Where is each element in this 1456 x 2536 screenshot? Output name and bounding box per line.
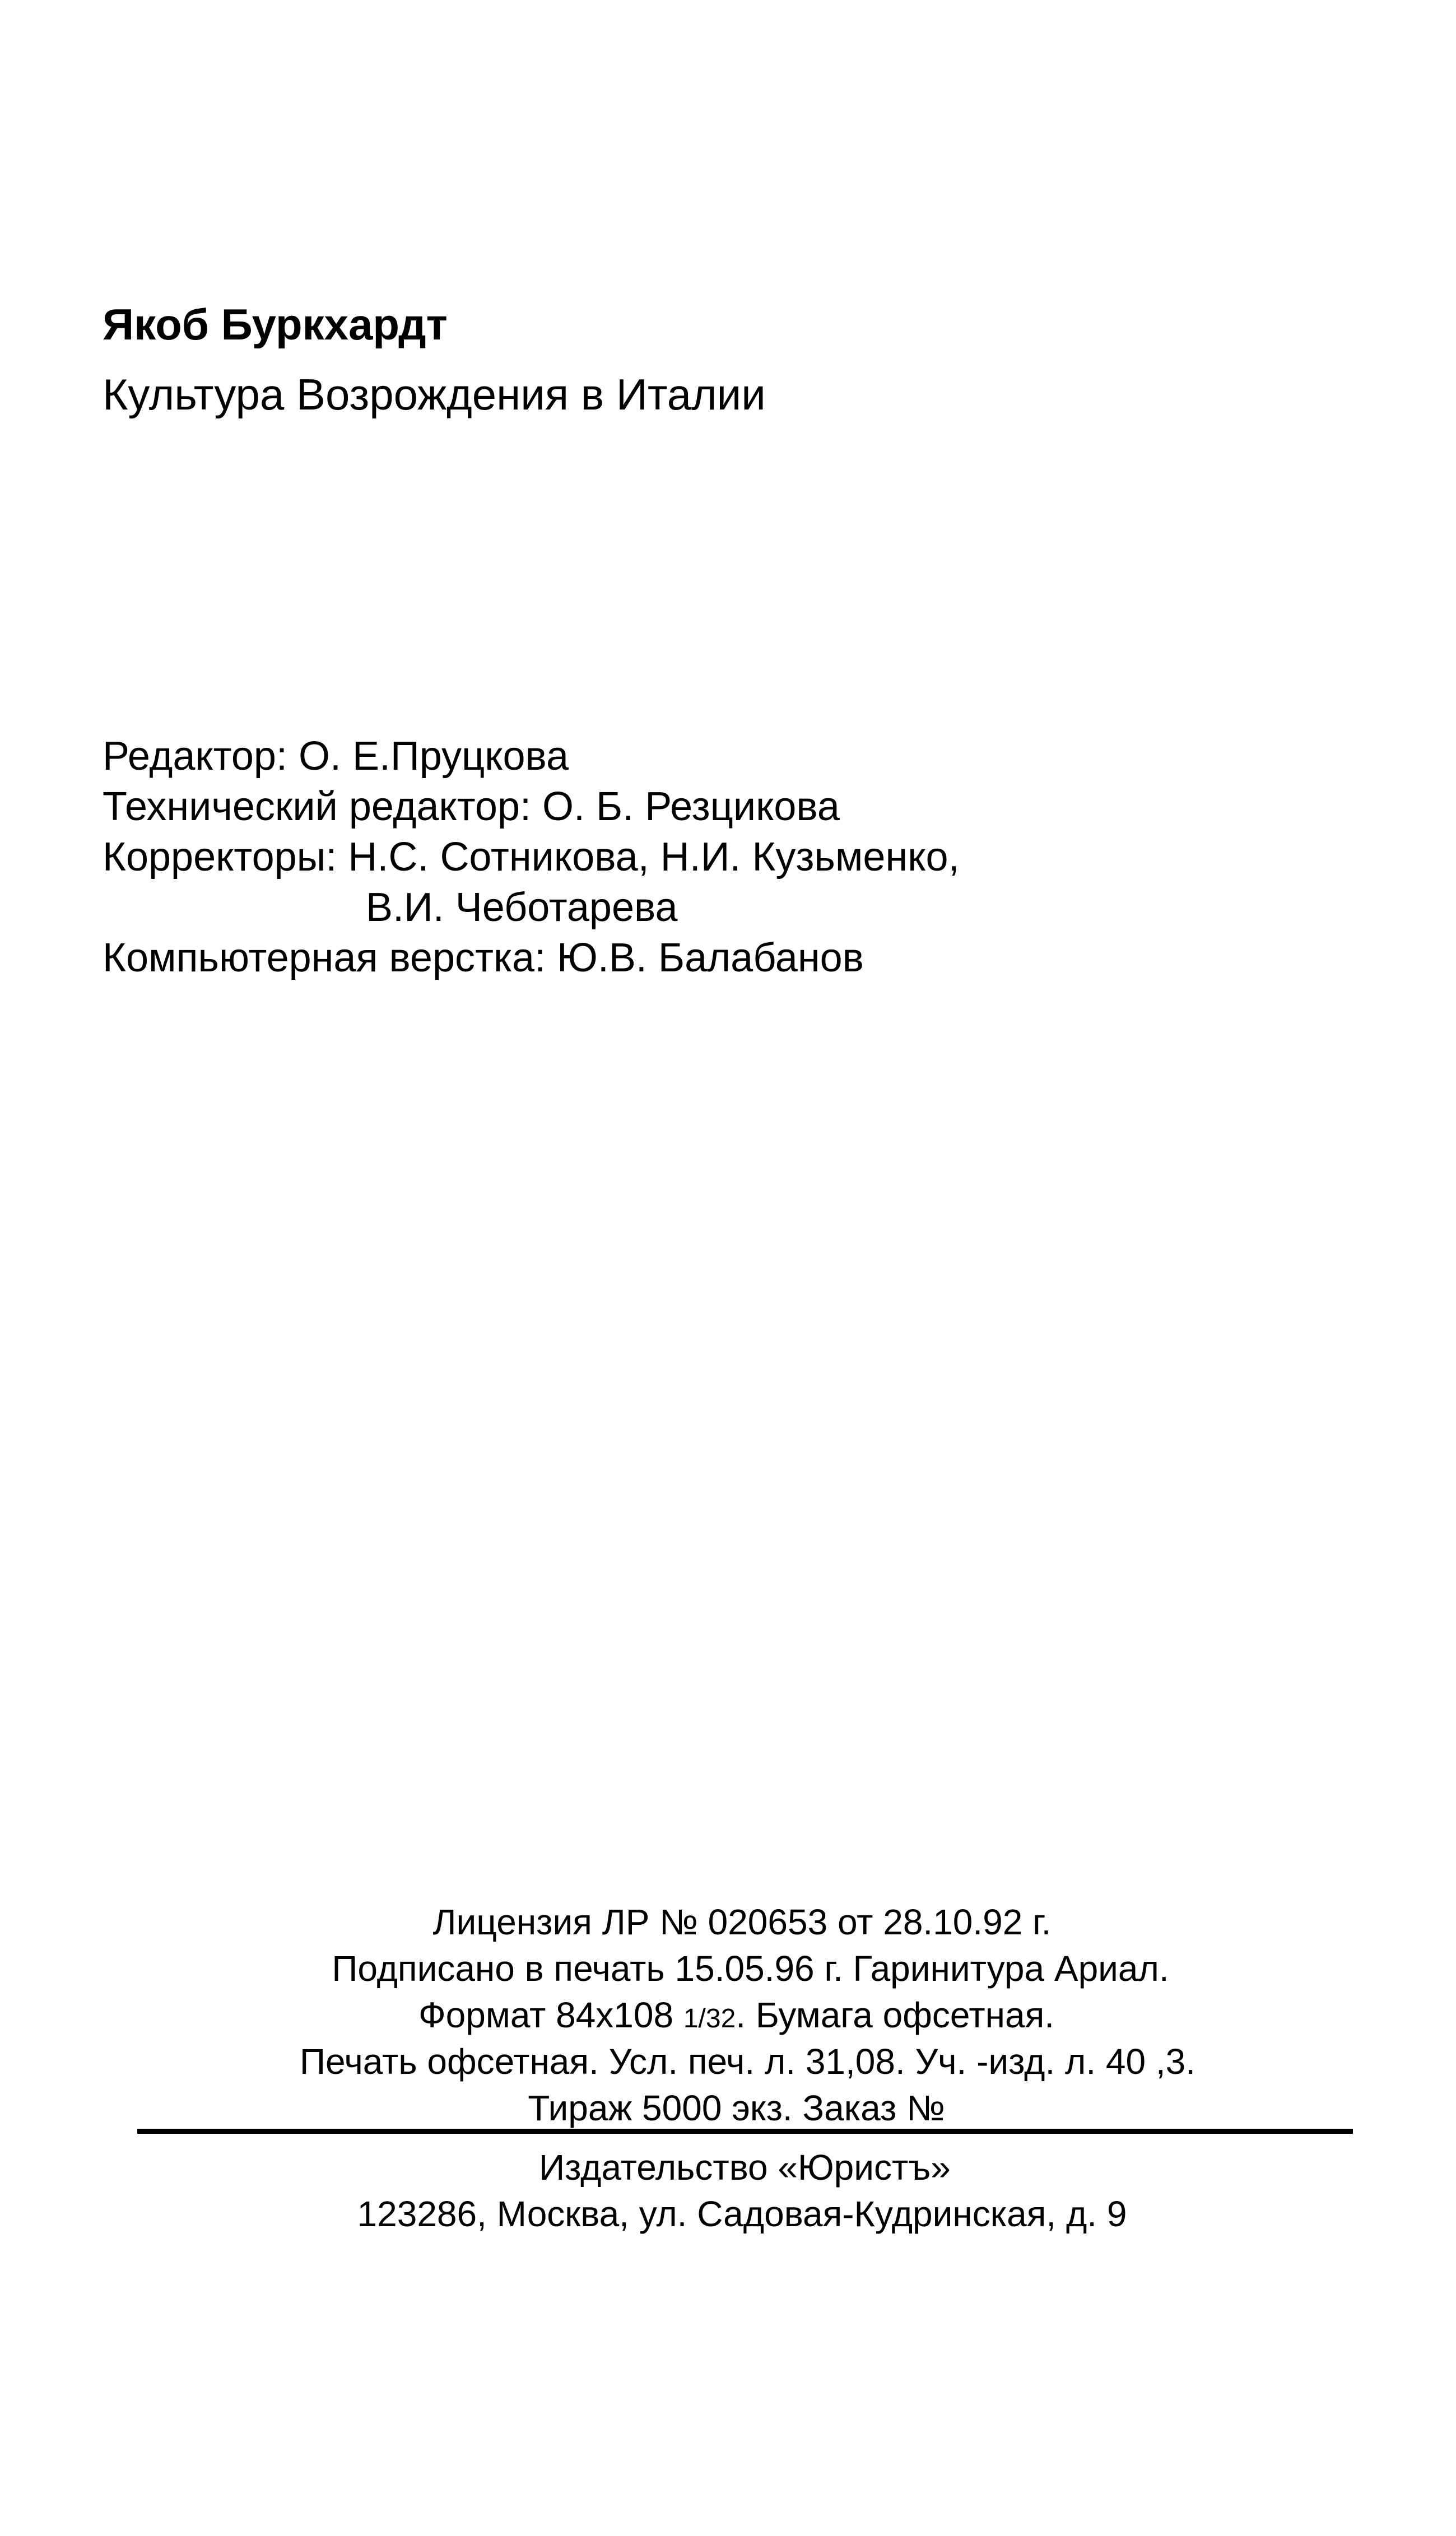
imprint-format <box>0 1992 1456 2039</box>
imprint-run: Тираж 5000 экз. Заказ № <box>528 2088 945 2128</box>
imprint-print: Печать офсетная. Усл. печ. л. 31,08. Уч. -изд. л. 40 ,3. <box>299 2041 1196 2082</box>
credit-proofreaders-continued: В.И. Чеботарева <box>366 885 678 930</box>
publisher-address: 123286, Москва, ул. Садовая-Кудринская, д. 9 <box>357 2194 1127 2234</box>
imprint-signed: Подписано в печать 15.05.96 г. Гаринитура Ариал. <box>332 1948 1169 1989</box>
credit-layout: Компьютерная верстка: Ю.В. Балабанов <box>103 936 864 980</box>
imprint-format-fraction: 1/32 <box>683 2004 736 2034</box>
credit-editor: Редактор: О. Е.Пруцкова <box>103 734 569 779</box>
publisher-block <box>0 2144 1456 2237</box>
imprint-license: Лицензия ЛР № 020653 от 28.10.92 г. <box>432 1902 1052 1942</box>
book-title: Культура Возрождения в Италии <box>103 370 766 419</box>
imprint-block <box>0 1899 1456 2132</box>
imprint-format-prefix: Формат 84x108 <box>418 1995 683 2035</box>
imprint-format-suffix: . Бумага офсетная. <box>736 1995 1055 2035</box>
credit-proofreaders: Корректоры: Н.С. Сотникова, Н.И. Кузьменко, <box>103 835 960 880</box>
credit-tech-editor: Технический редактор: О. Б. Резцикова <box>103 784 840 829</box>
book-author: Якоб Буркхардт <box>103 300 448 349</box>
publisher-name: Издательство «Юристъ» <box>539 2147 951 2188</box>
divider-rule <box>137 2129 1353 2134</box>
credits-block <box>103 731 960 983</box>
